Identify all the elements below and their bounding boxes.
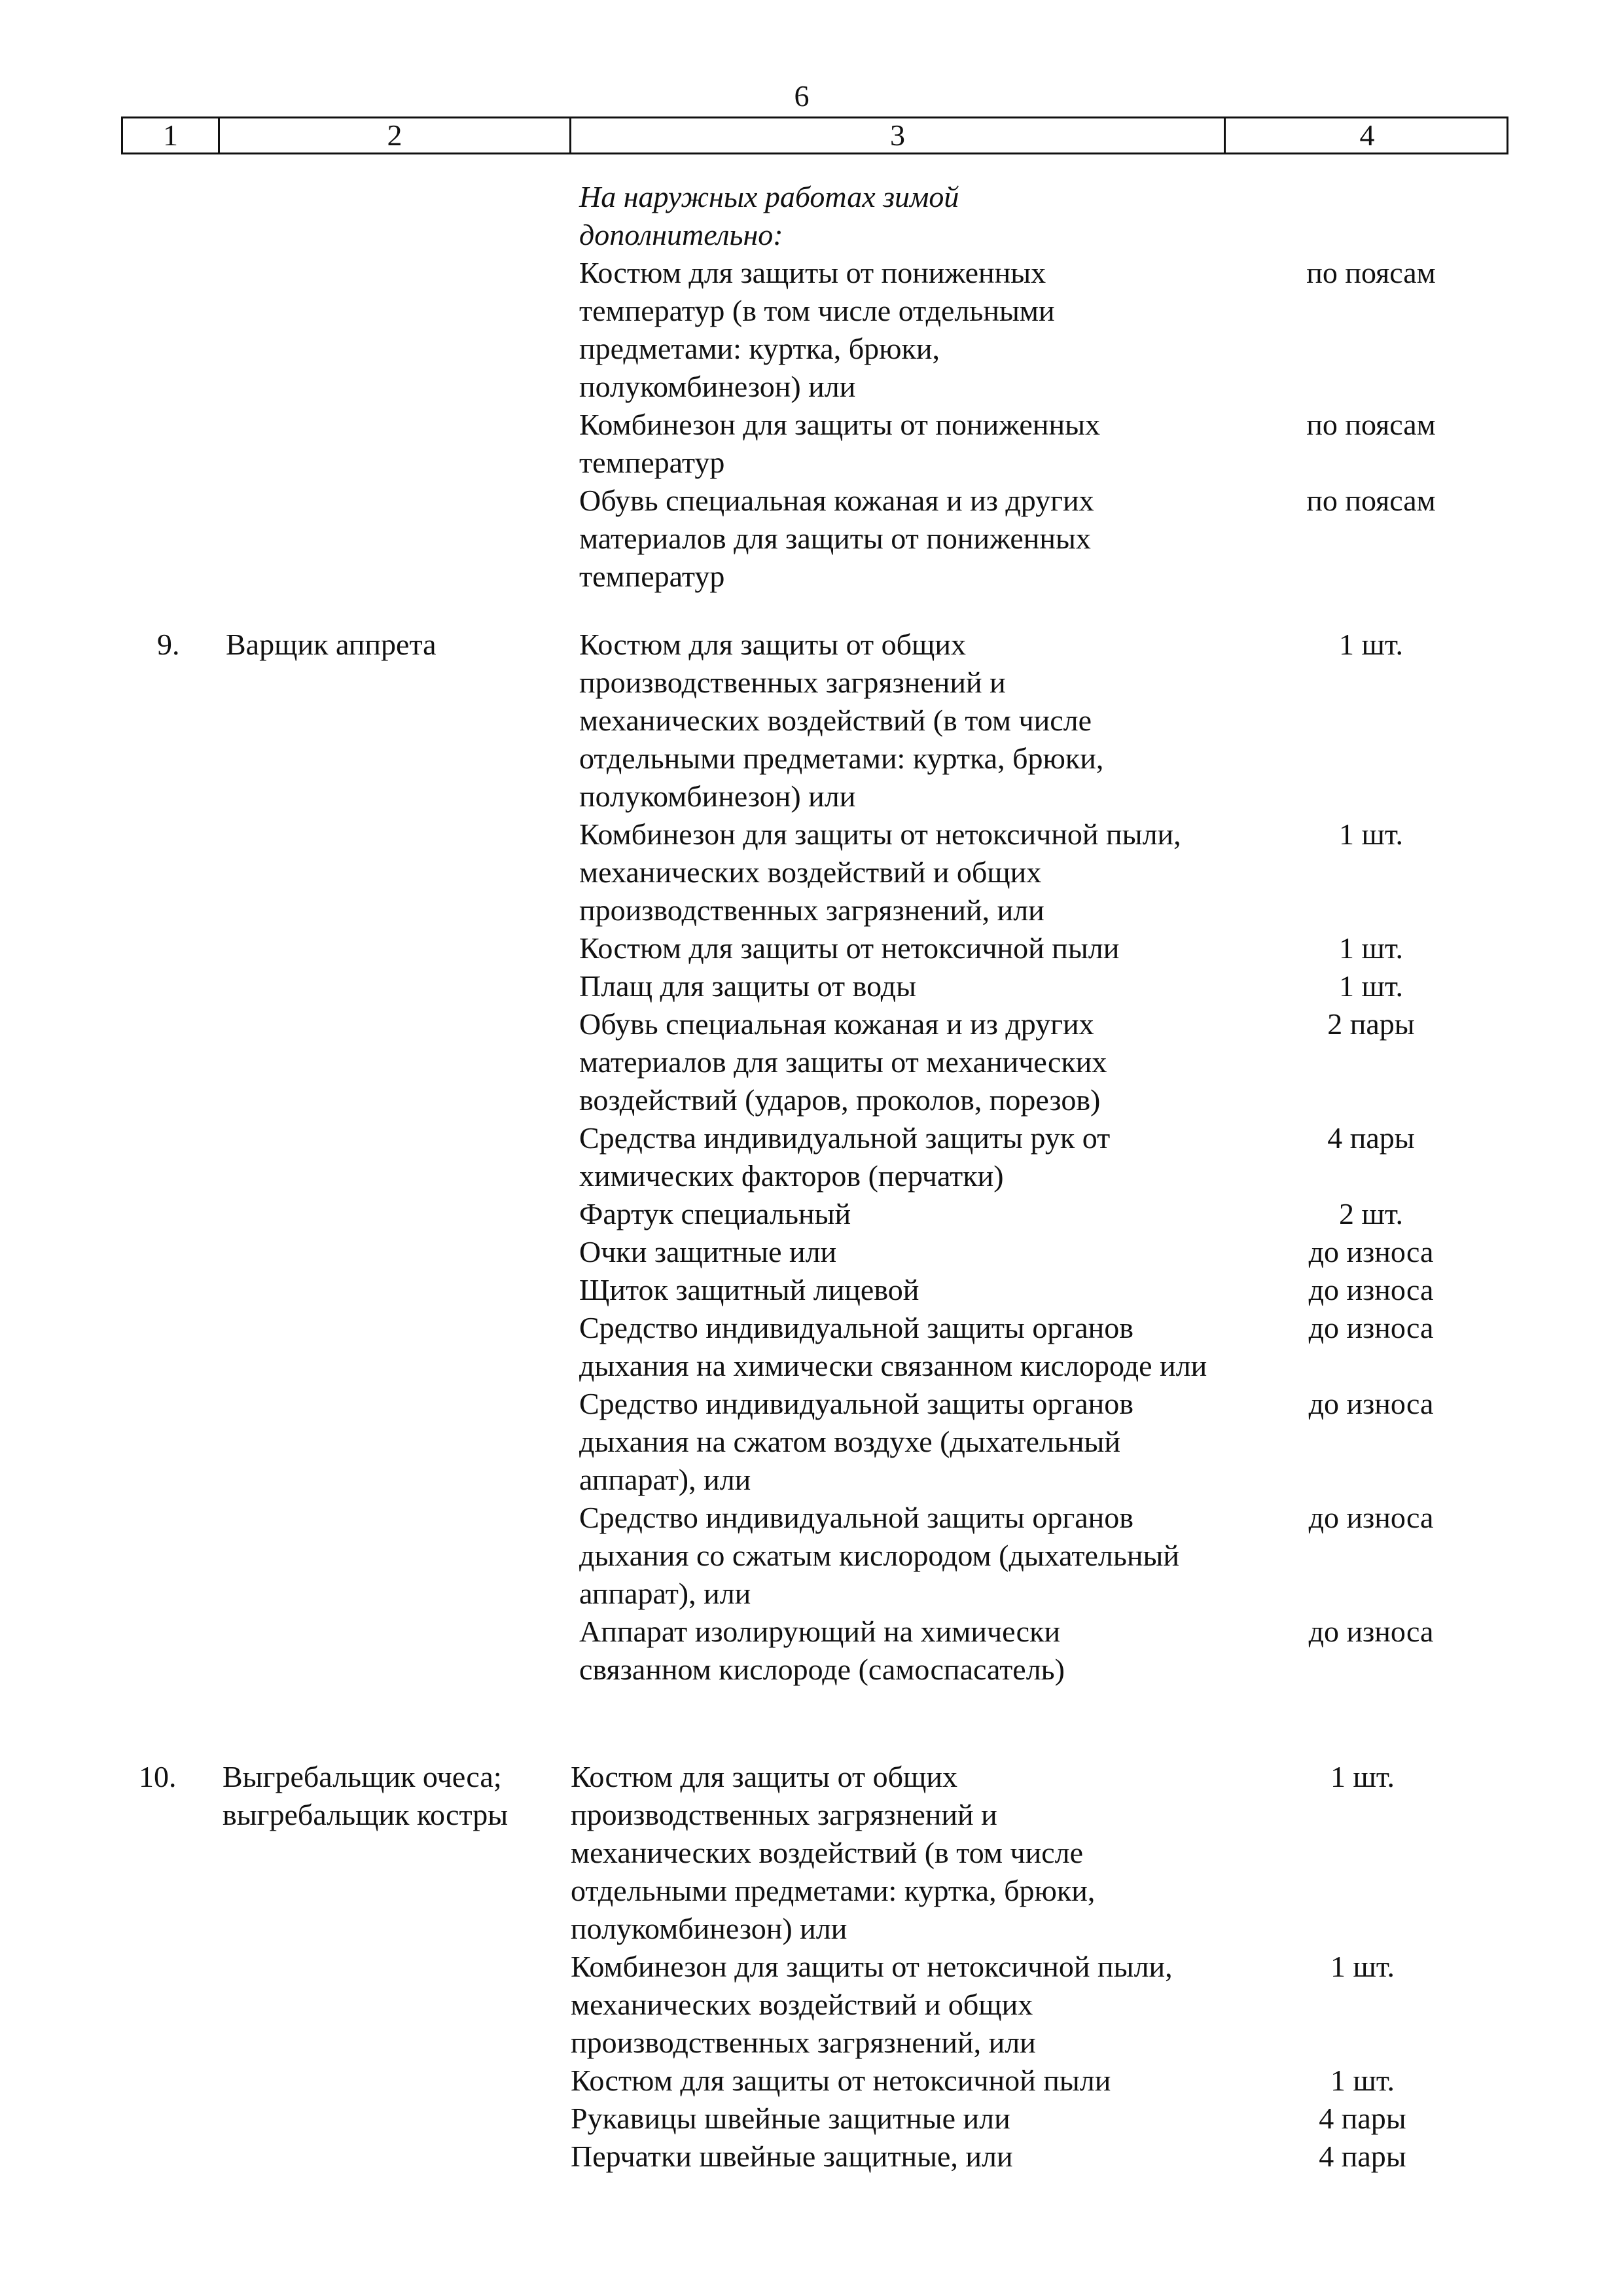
item-name: Средства индивидуальной защиты рук от химических факторов (перчатки) bbox=[579, 1121, 1111, 1193]
item-qty: по поясам bbox=[1306, 484, 1436, 517]
list-item bbox=[579, 967, 1495, 1005]
item-qty: 1 шт. bbox=[1338, 817, 1404, 851]
list-item bbox=[579, 1309, 1495, 1385]
list-item bbox=[571, 2138, 1487, 2176]
item-qty: 1 шт. bbox=[1330, 1760, 1395, 1793]
item-name: Комбинезон для защиты от пониженных температур bbox=[579, 408, 1100, 479]
page-number: 6 bbox=[794, 79, 810, 113]
item-qty: 2 шт. bbox=[1338, 1197, 1404, 1230]
item-qty: до износа bbox=[1308, 1235, 1434, 1268]
header-col-4: 4 bbox=[1359, 118, 1375, 152]
list-item bbox=[571, 2062, 1487, 2100]
item-qty: 1 шт. bbox=[1330, 2064, 1395, 2097]
item-name: Рукавицы швейные защитные или bbox=[571, 2102, 1010, 2135]
list-item bbox=[571, 1758, 1487, 1948]
item-name: Средство индивидуальной защиты органов дыхания на сжатом воздухе (дыхательный аппарат), или bbox=[579, 1387, 1133, 1496]
item-name: Средство индивидуальной защиты органов дыхания со сжатым кислородом (дыхательный аппарат), или bbox=[579, 1501, 1179, 1610]
header-col-3: 3 bbox=[571, 118, 1226, 152]
item-qty: 4 пары bbox=[1327, 1121, 1415, 1155]
item-qty: 1 шт. bbox=[1338, 931, 1404, 965]
list-item bbox=[579, 1005, 1495, 1119]
list-item bbox=[571, 2100, 1487, 2138]
item-name: Плащ для защиты от воды bbox=[579, 969, 917, 1003]
item-name: Костюм для защиты от нетоксичной пыли bbox=[579, 931, 1120, 965]
entry-profession: Выгребальщик очеса; выгребальщик костры bbox=[223, 1760, 508, 1831]
item-qty: до износа bbox=[1308, 1273, 1434, 1306]
list-item bbox=[579, 1499, 1495, 1613]
item-name: Средство индивидуальной защиты органов дыхания на химически связанном кислороде или bbox=[579, 1311, 1207, 1382]
item-name: Костюм для защиты от общих производственных загрязнений и механических воздействий (в том числе отдельными предметами: куртка, брюки, полукомбинезон) или bbox=[571, 1760, 1096, 1945]
list-item bbox=[579, 1385, 1495, 1499]
list-item bbox=[579, 254, 1495, 406]
item-name: Комбинезон для защиты от нетоксичной пыли, механических воздействий и общих производственных загрязнений, или bbox=[579, 817, 1181, 927]
item-qty: по поясам bbox=[1306, 408, 1436, 441]
list-item bbox=[579, 1119, 1495, 1195]
list-item bbox=[579, 929, 1495, 967]
continuation-subtitle: На наружных работах зимой дополнительно: bbox=[579, 180, 959, 251]
item-qty: до износа bbox=[1308, 1311, 1434, 1344]
item-qty: 1 шт. bbox=[1330, 1950, 1395, 1983]
item-name: Костюм для защиты от общих производственных загрязнений и механических воздействий (в том числе отдельными предметами: куртка, брюки, полукомбинезон) или bbox=[579, 628, 1104, 813]
list-item bbox=[579, 406, 1495, 482]
continuation-subtitle-row bbox=[579, 178, 1495, 254]
item-name: Перчатки швейные защитные, или bbox=[571, 2140, 1013, 2173]
item-qty: по поясам bbox=[1306, 256, 1436, 289]
item-name: Аппарат изолирующий на химически связанном кислороде (самоспасатель) bbox=[579, 1615, 1065, 1686]
item-qty: 4 пары bbox=[1319, 2102, 1406, 2135]
item-qty: до износа bbox=[1308, 1615, 1434, 1648]
entry-number: 9. bbox=[157, 628, 180, 661]
list-item bbox=[579, 482, 1495, 596]
item-qty: 1 шт. bbox=[1338, 628, 1404, 661]
header-col-1: 1 bbox=[123, 118, 220, 152]
list-item bbox=[579, 1613, 1495, 1689]
item-qty: 2 пары bbox=[1327, 1007, 1415, 1041]
item-name: Обувь специальная кожаная и из других материалов для защиты от пониженных температур bbox=[579, 484, 1094, 593]
entry-profession: Варщик аппрета bbox=[226, 628, 437, 661]
entry-number: 10. bbox=[139, 1760, 177, 1793]
list-item bbox=[571, 1948, 1487, 2062]
list-item bbox=[579, 1233, 1495, 1271]
item-name: Комбинезон для защиты от нетоксичной пыли, механических воздействий и общих производственных загрязнений, или bbox=[571, 1950, 1173, 2059]
item-name: Фартук специальный bbox=[579, 1197, 851, 1230]
item-qty: 4 пары bbox=[1319, 2140, 1406, 2173]
header-col-2: 2 bbox=[220, 118, 571, 152]
item-name: Костюм для защиты от пониженных температур (в том числе отдельными предметами: куртка, брюки, полукомбинезон) или bbox=[579, 256, 1055, 403]
item-name: Обувь специальная кожаная и из других материалов для защиты от механических воздействий (ударов, проколов, порезов) bbox=[579, 1007, 1107, 1117]
item-qty: до износа bbox=[1308, 1501, 1434, 1534]
item-name: Костюм для защиты от нетоксичной пыли bbox=[571, 2064, 1111, 2097]
item-qty: 1 шт. bbox=[1338, 969, 1404, 1003]
list-item bbox=[579, 816, 1495, 929]
list-item bbox=[579, 1195, 1495, 1233]
list-item bbox=[579, 626, 1495, 816]
item-name: Щиток защитный лицевой bbox=[579, 1273, 919, 1306]
list-item bbox=[579, 1271, 1495, 1309]
table-header-row bbox=[121, 117, 1508, 154]
item-name: Очки защитные или bbox=[579, 1235, 837, 1268]
item-qty: до износа bbox=[1308, 1387, 1434, 1420]
